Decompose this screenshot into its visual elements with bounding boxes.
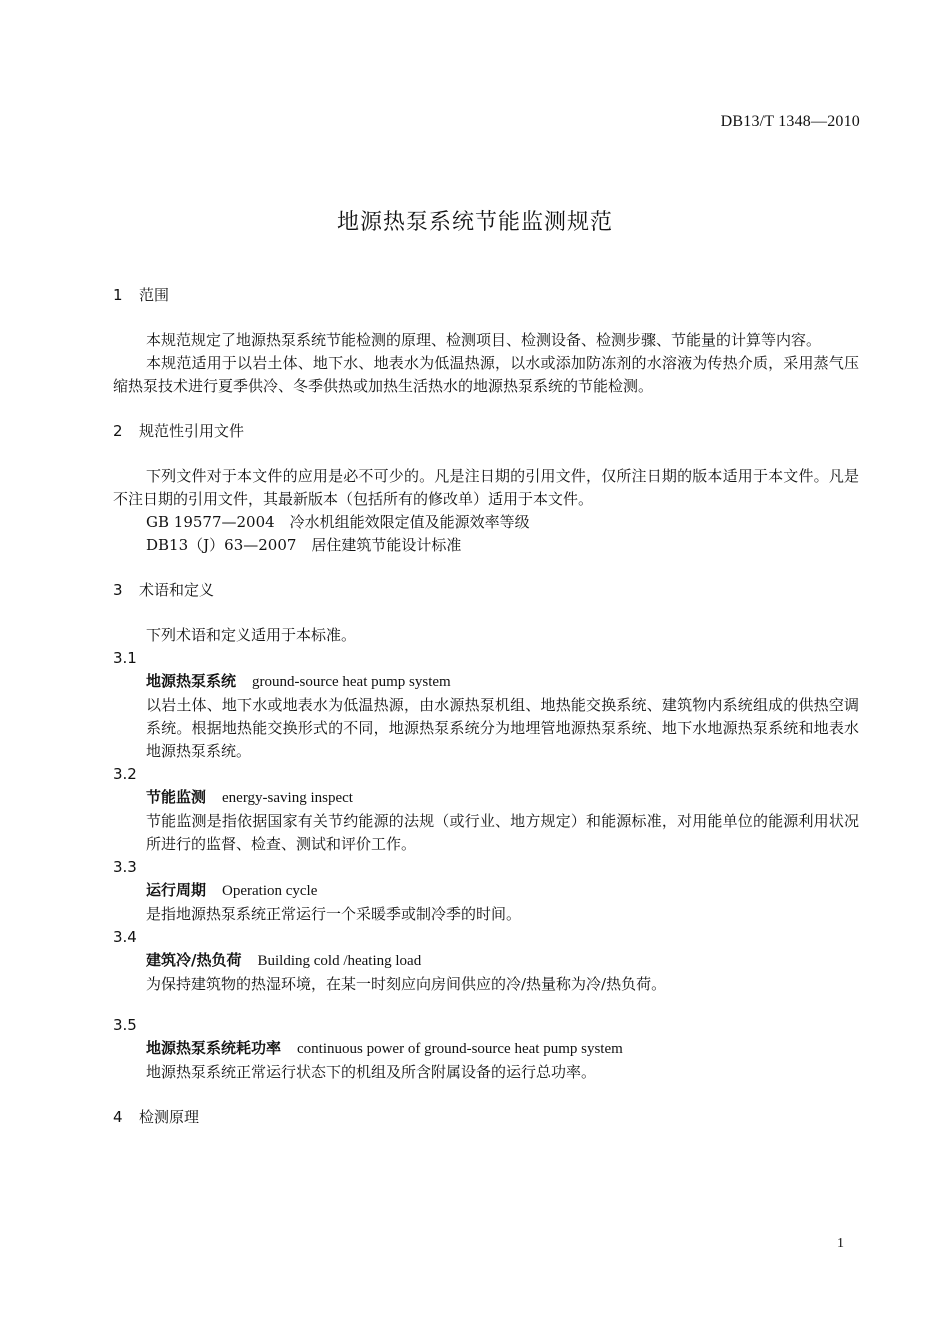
paragraph: 下列术语和定义适用于本标准。 xyxy=(146,626,357,644)
term-name-en: continuous power of ground-source heat pump system xyxy=(297,1041,623,1057)
term-name-cn: 建筑冷/热负荷 xyxy=(146,951,242,969)
section-title: 术语和定义 xyxy=(139,581,215,599)
term-number: 3.1 xyxy=(113,649,137,667)
term-name xyxy=(113,949,859,973)
term-name xyxy=(113,670,859,694)
term-name xyxy=(113,1037,859,1061)
document-body xyxy=(113,284,859,1129)
reference-item: GB 19577—2004 冷水机组能效限定值及能源效率等级 xyxy=(146,513,530,531)
term-definition: 是指地源热泵系统正常运行一个采暖季或制冷季的时间。 xyxy=(146,905,522,923)
section-number: 3 xyxy=(113,581,123,599)
term-name-en: Operation cycle xyxy=(222,883,318,899)
term-name-cn: 地源热泵系统 xyxy=(146,672,237,690)
term-definition: 为保持建筑物的热湿环境，在某一时刻应向房间供应的冷/热量称为冷/热负荷。 xyxy=(146,975,667,993)
section-number: 2 xyxy=(113,422,123,440)
section-4-heading xyxy=(113,1106,859,1129)
section-number: 1 xyxy=(113,286,123,304)
term-definition: 以岩土体、地下水或地表水为低温热源，由水源热泵机组、地热能交换系统、建筑物内系统组成的供热空调系统。根据地热能交换形式的不同，地源热泵系统分为地埋管地源热泵系统、地下水地源热泵系统和地表水地源热泵系统。 xyxy=(146,696,859,760)
section-title: 范围 xyxy=(139,286,170,304)
section-1-heading xyxy=(113,284,859,307)
term-number: 3.5 xyxy=(113,1016,137,1034)
term-number: 3.4 xyxy=(113,928,137,946)
reference-item: DB13（J）63—2007 居住建筑节能设计标准 xyxy=(146,536,462,554)
section-3-heading xyxy=(113,579,859,602)
term-name xyxy=(113,879,859,903)
document-code: DB13/T 1348—2010 xyxy=(720,113,860,130)
term-name-en: Building cold /heating load xyxy=(257,953,422,969)
term-number: 3.3 xyxy=(113,858,137,876)
section-number: 4 xyxy=(113,1108,123,1126)
section-title: 规范性引用文件 xyxy=(139,422,245,440)
term-definition: 地源热泵系统正常运行状态下的机组及所含附属设备的运行总功率。 xyxy=(146,1063,597,1081)
page-number: 1 xyxy=(837,1236,844,1251)
paragraph: 下列文件对于本文件的应用是必不可少的。凡是注日期的引用文件，仅所注日期的版本适用于本文件。凡是不注日期的引用文件，其最新版本（包括所有的修改单）适用于本文件。 xyxy=(113,467,859,508)
term-name-en: ground-source heat pump system xyxy=(252,674,451,690)
document-title: 地源热泵系统节能监测规范 xyxy=(336,210,613,235)
section-2-heading xyxy=(113,420,859,443)
term-name-en: energy-saving inspect xyxy=(222,790,353,806)
section-title: 检测原理 xyxy=(139,1108,200,1126)
term-number: 3.2 xyxy=(113,765,137,783)
term-name xyxy=(113,786,859,810)
paragraph: 本规范规定了地源热泵系统节能检测的原理、检测项目、检测设备、检测步骤、节能量的计算等内容。 xyxy=(146,331,822,349)
term-definition: 节能监测是指依据国家有关节约能源的法规（或行业、地方规定）和能源标准，对用能单位的能源利用状况所进行的监督、检查、测试和评价工作。 xyxy=(146,812,859,853)
paragraph: 本规范适用于以岩土体、地下水、地表水为低温热源，以水或添加防冻剂的水溶液为传热介质，采用蒸气压缩热泵技术进行夏季供冷、冬季供热或加热生活热水的地源热泵系统的节能检测。 xyxy=(113,354,859,395)
term-name-cn: 运行周期 xyxy=(146,881,207,899)
term-name-cn: 地源热泵系统耗功率 xyxy=(146,1039,282,1057)
term-name-cn: 节能监测 xyxy=(146,788,207,806)
